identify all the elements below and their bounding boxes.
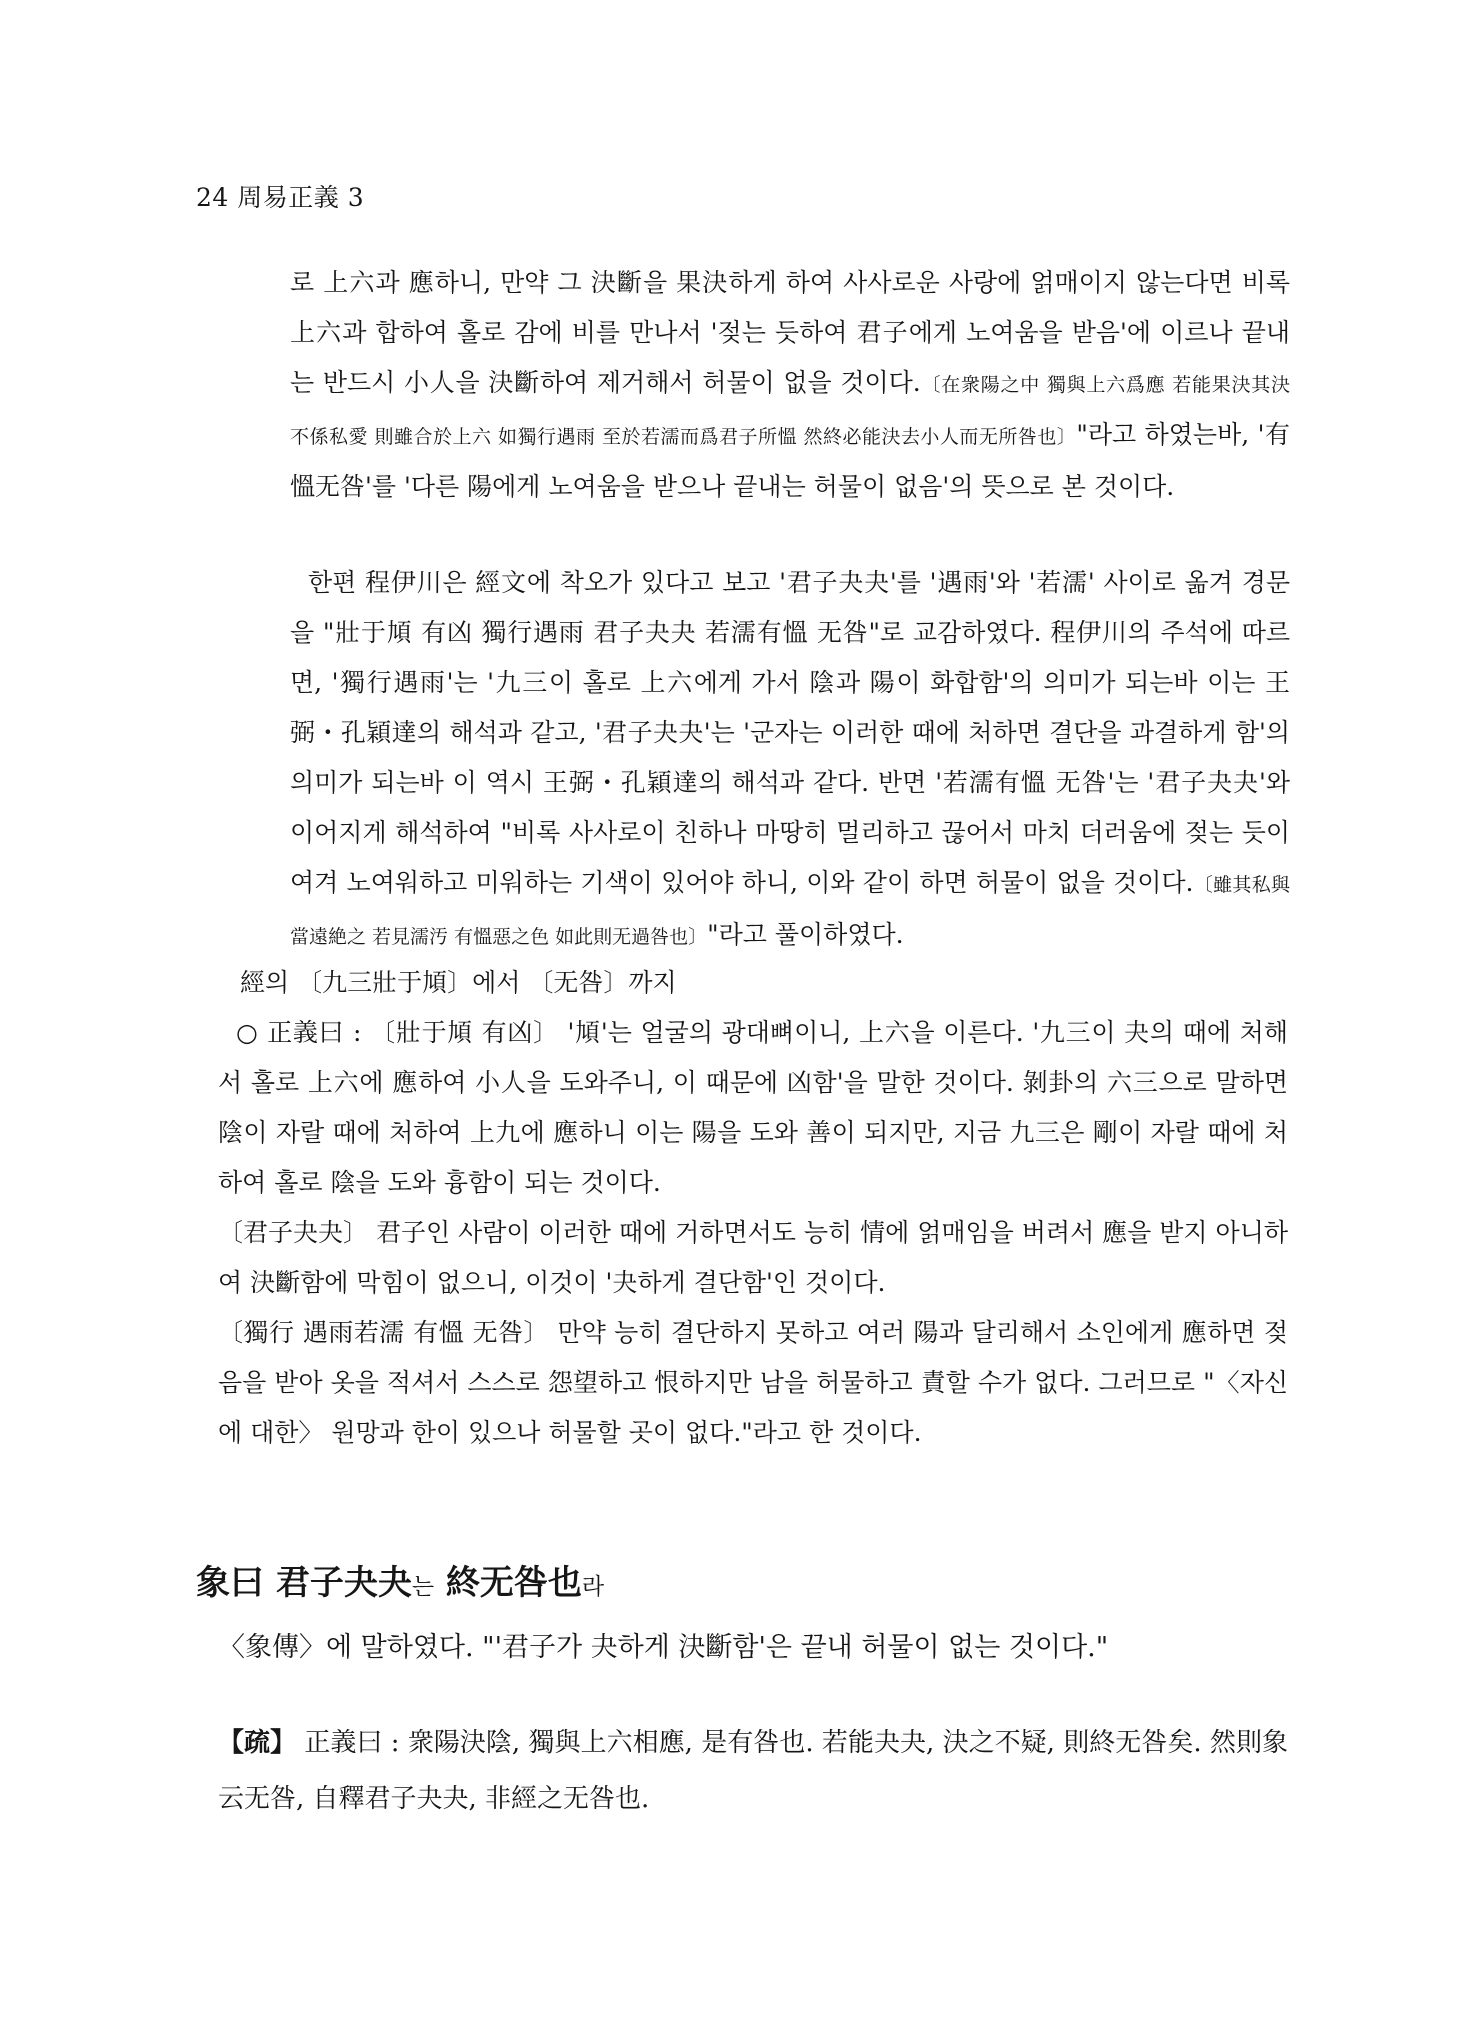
section-paragraph-3: 〔獨行 遇雨若濡 有慍 无咎〕 만약 능히 결단하지 못하고 여러 陽과 달리해서 소인에게 應하면 젖음을 받아 옷을 적셔서 스스로 怨望하고 恨하지만 남을 허물하고 責할 수가 없다. 그러므로 "〈자신에 대한〉 원망과 한이 있으나 허물할 곳이 없다."라고 한 것이다. [218, 1318, 1288, 1447]
shu-text: 正義曰 : 衆陽決陰, 獨與上六相應, 是有咎也. 若能夬夬, 決之不疑, 則終无咎矣. 然則象云无咎, 自釋君子夬夬, 非經之无咎也. [218, 1728, 1288, 1814]
classic-section [218, 958, 1288, 1458]
section-paragraph-2: 〔君子夬夬〕 君子인 사람이 이러한 때에 거하면서도 능히 情에 얽매임을 버려서 應을 받지 아니하여 決斷함에 막힘이 없으니, 이것이 '夬하게 결단함'인 것이다. [218, 1218, 1288, 1297]
passage-1-text: 로 上六과 應하니, 만약 그 決斷을 果決하게 하여 사사로운 사랑에 얽매이지 않는다면 비록 上六과 합하여 홀로 감에 비를 만나서 '젖는 듯하여 君子에게 노여움을 받음'에 이르나 끝내는 반드시 小人을 決斷하여 제거해서 허물이 없을 것이다. [290, 268, 1290, 397]
shu-commentary [218, 1715, 1288, 1827]
passage-1-text-after: "라고 하였는바, '有慍无咎'를 '다른 陽에게 노여움을 받으나 끝내는 허물이 없음'의 뜻으로 본 것이다. [290, 420, 1290, 501]
passage-2-text: 한편 程伊川은 經文에 착오가 있다고 보고 '君子夬夬'를 '遇雨'와 '若濡' 사이로 옮겨 경문을 "壯于頄 有凶 獨行遇雨 君子夬夬 若濡有慍 无咎"로 교감하였다. 程伊川의 주석에 따르면, '獨行遇雨'는 '九三이 홀로 上六에게 가서 陰과 陽이 화합함'의 의미가 되는바 이는 王弼・孔穎達의 해석과 같고, '君子夬夬'는 '군자는 이러한 때에 처하면 결단을 과결하게 함'의 의미가 되는바 이 역시 王弼・孔穎達의 해석과 같다. 반면 '若濡有慍 无咎'는 '君子夬夬'와 이어지게 해석하여 "비록 사사로이 친하나 마땅히 멀리하고 끊어서 마치 더러움에 젖는 듯이 여겨 노여워하고 미워하는 기색이 있어야 하니, 이와 같이 하면 허물이 없을 것이다. [290, 568, 1290, 897]
shu-label: 【疏】 [218, 1728, 297, 1758]
page-number: 24 [196, 183, 229, 212]
running-header [196, 178, 364, 214]
commentary-passage-1 [290, 258, 1290, 512]
section-heading: 經의 〔九三壯于頄〕에서 〔无咎〕까지 [240, 968, 677, 997]
book-title: 周易正義 3 [237, 183, 365, 212]
xiang-heading: 象曰 君子夬夬는 終无咎也라 [196, 1563, 605, 1603]
section-paragraph-1: ○ 正義曰 : 〔壯于頄 有凶〕 '頄'는 얼굴의 광대뼈이니, 上六을 이른다. '九三이 夬의 때에 처해서 홀로 上六에 應하여 小人을 도와주니, 이 때문에 凶함'을 말한 것이다. 剝卦의 六三으로 말하면 陰이 자랄 때에 처하여 上九에 應하니 이는 陽을 도와 善이 되지만, 지금 九三은 剛이 자랄 때에 처하여 홀로 陰을 도와 흉함이 되는 것이다. [218, 1018, 1288, 1197]
passage-1-quote: 〔在衆陽之中 獨與上六爲應 若能果決其決 不係私愛 則雖合於上六 如獨行遇雨 至於若濡而爲君子所慍 然終必能決去小人而无所咎也〕 [290, 374, 1290, 448]
passage-2-quote: 〔雖其私與 當遠絶之 若見濡汚 有慍惡之色 如此則无過咎也〕 [290, 874, 1290, 948]
commentary-passage-2 [290, 558, 1290, 962]
xiang-translation: 〈象傳〉에 말하였다. "'君子가 夬하게 決斷함'은 끝내 허물이 없는 것이다." [218, 1632, 1109, 1663]
passage-2-text-after: "라고 풀이하였다. [707, 920, 904, 949]
